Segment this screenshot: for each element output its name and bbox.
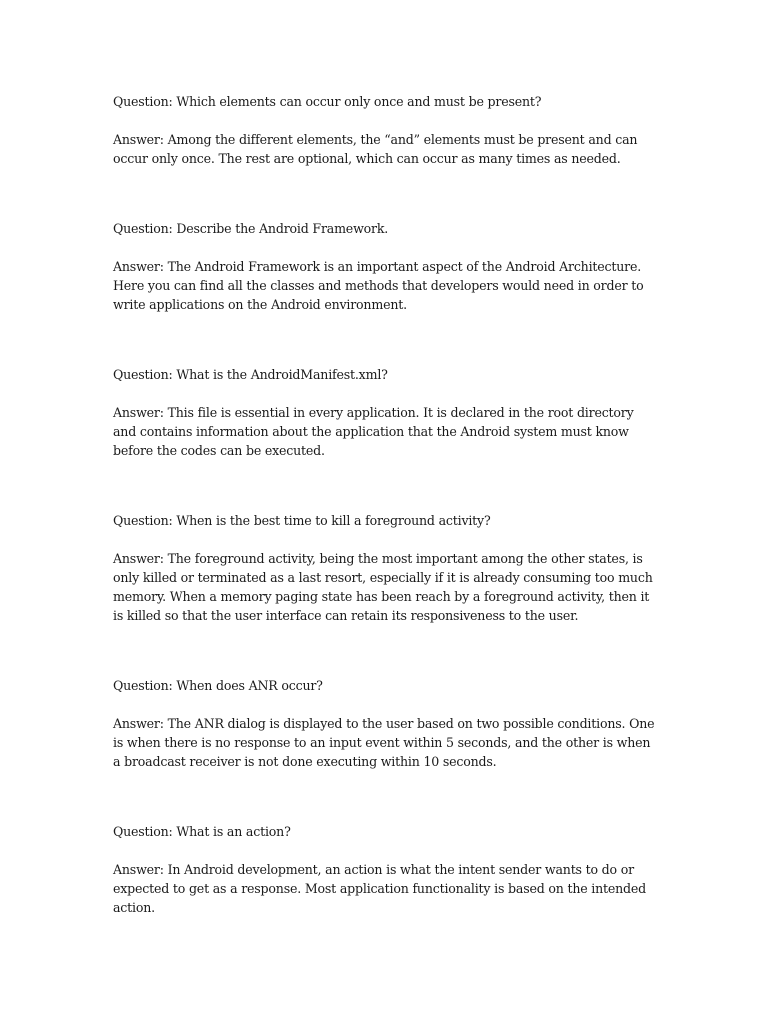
qa-item <box>113 365 658 460</box>
question-text: Question: What is the AndroidManifest.xml? <box>113 367 388 382</box>
question-text: Question: When does ANR occur? <box>113 678 323 693</box>
question-text: Question: When is the best time to kill a foreground activity? <box>113 513 491 528</box>
qa-item <box>113 676 658 771</box>
answer-text: Answer: The foreground activity, being the most important among the other states, is only killed or terminated as a last resort, especially if it is already consuming too much memory. When a memory paging state has been reach by a foreground activity, then it is killed so that the user interface can retain its responsiveness to the user. <box>113 551 653 623</box>
question-text: Question: What is an action? <box>113 824 291 839</box>
qa-item <box>113 822 658 917</box>
qa-item <box>113 511 658 625</box>
answer-text: Answer: Among the different elements, the “and” elements must be present and can occur only once. The rest are optional, which can occur as many times as needed. <box>113 132 638 166</box>
question-text: Question: Which elements can occur only once and must be present? <box>113 94 542 109</box>
qa-item <box>113 92 658 168</box>
answer-text: Answer: In Android development, an action is what the intent sender wants to do or expected to get as a response. Most application functionality is based on the intended action. <box>113 862 647 915</box>
qa-item <box>113 219 658 314</box>
question-text: Question: Describe the Android Framework. <box>113 221 389 236</box>
answer-text: Answer: The Android Framework is an important aspect of the Android Architecture. Here you can find all the classes and methods that developers would need in order to write applications on the Android environment. <box>113 259 644 312</box>
answer-text: Answer: This file is essential in every application. It is declared in the root directory and contains information about the application that the Android system must know before the codes can be executed. <box>113 405 634 458</box>
answer-text: Answer: The ANR dialog is displayed to the user based on two possible conditions. One is when there is no response to an input event within 5 seconds, and the other is when a broadcast receiver is not done executing within 10 seconds. <box>113 716 655 769</box>
document-page <box>113 92 658 968</box>
